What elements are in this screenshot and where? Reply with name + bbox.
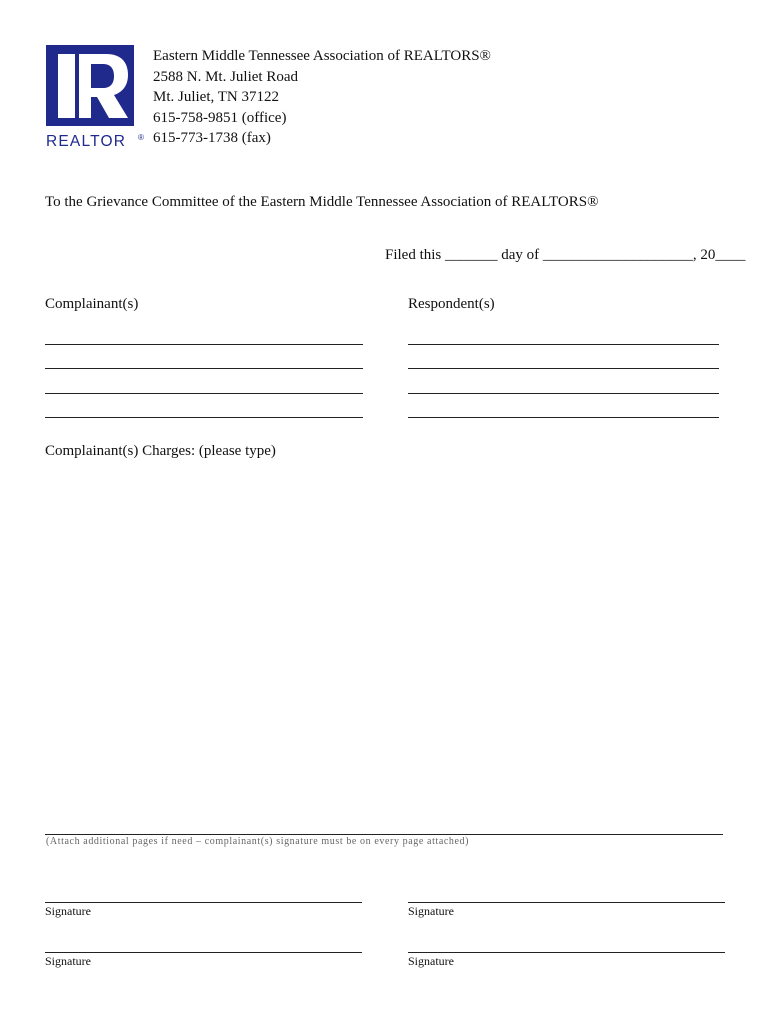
charges-label: Complainant(s) Charges: (please type) [45,443,276,459]
respondent-line[interactable] [408,417,719,418]
association-name: Eastern Middle Tennessee Association of REALTORS® [153,48,491,64]
signature-label: Signature [45,904,91,918]
signature-label: Signature [408,904,454,918]
signature-line[interactable] [408,952,725,953]
respondent-line[interactable] [408,344,719,345]
fax-number: 615-773-1738 (fax) [153,130,271,146]
attach-pages-note: (Attach additional pages if need – complainant(s) signature must be on every page attached) [46,836,470,847]
complainant-line[interactable] [45,393,363,394]
respondent-label: Respondent(s) [408,296,495,312]
svg-text:REALTOR: REALTOR [46,133,127,150]
complainant-line[interactable] [45,344,363,345]
addressee-line: To the Grievance Committee of the Eastern Middle Tennessee Association of REALTORS® [45,194,599,210]
signature-label: Signature [45,954,91,968]
complainant-label: Complainant(s) [45,296,139,312]
city-state-zip: Mt. Juliet, TN 37122 [153,89,279,105]
complainant-line[interactable] [45,417,363,418]
charges-bottom-line [45,834,723,835]
respondent-line[interactable] [408,368,719,369]
charges-area[interactable] [45,470,723,820]
svg-text:®: ® [138,133,144,142]
signature-label: Signature [408,954,454,968]
respondent-line[interactable] [408,393,719,394]
realtor-logo [44,44,150,152]
signature-line[interactable] [45,952,362,953]
association-address [153,46,491,149]
office-phone: 615-758-9851 (office) [153,109,287,126]
street-address: 2588 N. Mt. Juliet Road [153,68,298,85]
signature-line[interactable] [408,902,725,903]
signature-line[interactable] [45,902,362,903]
filed-date-line[interactable]: Filed this _______ day of ____________________, 20____ [385,247,746,263]
complainant-line[interactable] [45,368,363,369]
